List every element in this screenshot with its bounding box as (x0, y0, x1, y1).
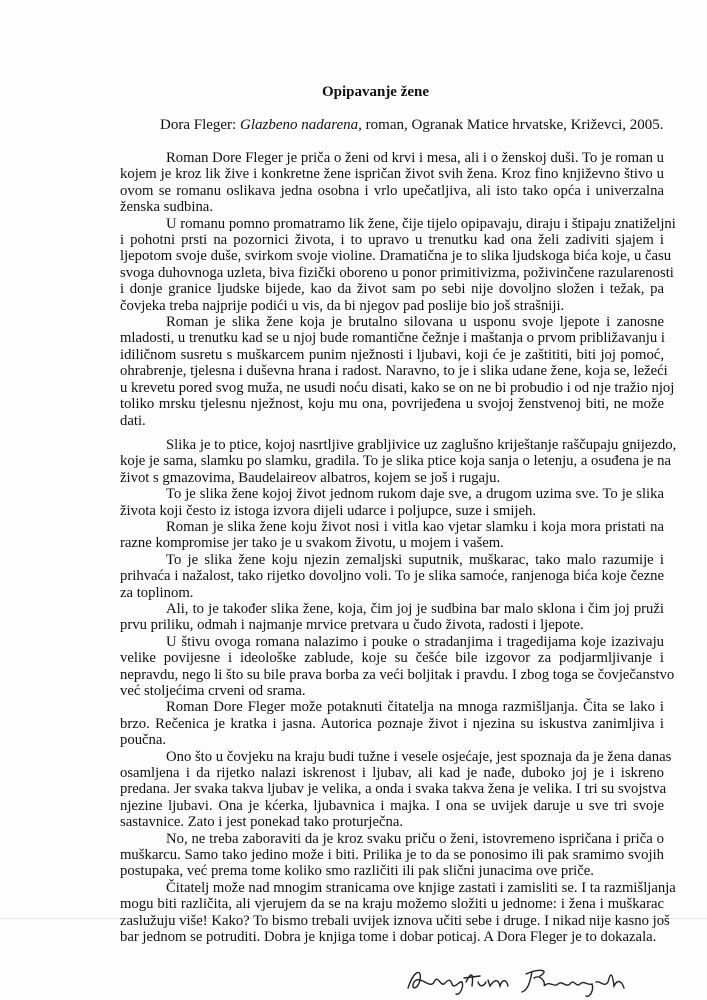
document-title: Opipavanje žene (321, 84, 430, 100)
text-line: dati. (120, 412, 146, 429)
text-line: čovjeka treba najprije podići u vis, da bi njegov pad poslije bio još strašniji. (120, 297, 565, 314)
text-line: prvu priliku, odmah i najmanje mrvice pretvara u čudo života, radosti i ljepote. (120, 617, 584, 634)
text-line: No, ne treba zaboraviti da je kroz svaku priču o ženi, istovremeno ispričana i priča o (166, 830, 664, 847)
text-line: Roman Dore Fleger može potaknuti čitatelja na mnoga razmišljanja. Čita se lako i (166, 699, 664, 716)
text-line: postupaka, već prema tome koliko smo različiti ili pak slični junacima ove priče. (120, 863, 594, 880)
text-line: života koji često iz istoga izvora dijeli udarce i poljupce, suze i smijeh. (120, 502, 537, 519)
text-line: život s gmazovima, Baudelaireov albatros, kojem se još i rugaju. (120, 469, 501, 486)
text-line: brzo. Rečenica je kratka i jasna. Autorica poznaje život i njezina su iskustva zanimljiva i (120, 715, 664, 732)
text-line: muškarcu. Samo tako jedino može i biti. Prilika je to da se ponosimo ili pak sramimo svojih (120, 847, 664, 864)
text-line: i pohotni prsti na pozornici života, i to upravo u trenutku kad ona želi zadiviti sjajem i (120, 232, 664, 249)
text-line: Ono što u čovjeku na kraju budi tužne i vesele osjećaje, jest spoznaja da je žena danas (166, 748, 672, 765)
text-line: svoga duhovnoga uzleta, biva fizički oboreno u ponor primitivizma, poživinčene razularenosti (120, 264, 674, 281)
text-line: mladosti, u trenutku kad se u njoj bude romantične čežnje i maštanja o prvom približavanju i (120, 330, 665, 347)
text-line: U štivu ovoga romana nalazimo i pouke o stradanjima i tragedijama koje izazivaju (166, 633, 664, 650)
text-line: Slika je to ptice, kojoj nasrtljive grabljivice uz zaglušno kriještanje raščupaju gnijezdo, (166, 436, 677, 453)
paragraph (120, 552, 664, 601)
text-line: Čitatelj može nad mnogim stranicama ove knjige zastati i zamisliti se. I ta razmišljanja (166, 879, 676, 896)
text-line: kojem je kroz lik žive i konkretne žene ispričan život svih žena. Kroz fino književno štivo u (120, 166, 664, 183)
text-line: osamljena i da rijetko nalazi iskrenost i ljubav, ali kad je nađe, duboko joj je i iskreno (120, 765, 664, 782)
paragraph (120, 519, 664, 552)
text-line: idiličnom susretu s muškarcem punim nježnosti i ljubavi, koji će je zaštititi, biti joj pomoć, (120, 346, 664, 363)
citation-details: roman, Ogranak Matice hrvatske, Križevci, 2005. (361, 117, 664, 133)
paragraph (120, 486, 664, 519)
text-line: Roman je slika žene koju život nosi i vitla kao vjetar slamku i koja mora pristati na (166, 518, 664, 535)
paragraph (120, 150, 664, 216)
citation-book-title: Glazbeno nadarena, (239, 117, 362, 133)
citation-author: Dora Fleger: (160, 117, 240, 133)
text-line: zaslužuju više! Kako? To bismo trebali uvijek iznova učiti sebe i druge. I nikad nije kasno još (120, 912, 670, 929)
text-line: njezine ljubavi. Ona je kćerka, ljubavnica i majka. I ona se uvijek daruje u sve tri svoje (120, 797, 664, 814)
paragraph (120, 831, 664, 880)
text-line: nepravdu, nego li što su bile prava borba za veći boljitak i pravdu. I zbog toga se čovječanstvo (120, 666, 675, 683)
text-line: razne kompromise jer tako je u svakom životu, u mojem i vašem. (120, 535, 504, 552)
handwritten-signature (400, 960, 640, 1000)
text-line: To je slika žene koju njezin zemaljski suputnik, muškarac, tako malo razumije i (166, 551, 664, 568)
text-line: za toplinom. (120, 584, 194, 601)
text-line: bar jednom se potruditi. Dobra je knjiga tome i dobar poticaj. A Dora Fleger je to dokazala. (120, 929, 657, 946)
text-line: poučna. (120, 732, 167, 749)
text-line: velike povijesne i ideološke zablude, koje su češće bile izgovor za podjarmljivanje i (120, 650, 664, 667)
text-line: već stoljećima crveni od srama. (120, 683, 306, 699)
text-line: U romanu pomno promatramo lik žene, čije tijelo opipavaju, diraju i štipaju znatiželjni (166, 215, 676, 232)
text-line: Roman je slika žene koja je brutalno silovana u usponu svoje ljepote i zanosne (166, 314, 664, 331)
text-line: ženska sudbina. (120, 199, 213, 216)
text-line: Roman Dore Fleger je priča o ženi od krvi i mesa, ali i o ženskoj duši. To je roman u (166, 150, 664, 166)
text-line: u krevetu pored svog muža, ne usudi noću disati, kako se on ne bi probudio i od nje tražio njoj (120, 379, 675, 396)
paragraph (120, 748, 672, 831)
paragraph (120, 601, 664, 634)
paragraph (120, 215, 676, 314)
text-line: ljepotom svoje duše, svirkom svoje violine. Dramatična je to slika ljudskoga bića koje, u času (120, 248, 672, 265)
review-body (120, 150, 677, 946)
text-line: toliko mrsku tjelesnu nježnost, koju mu ona, povrijeđena u svojoj ženstvenoj biti, ne može (120, 396, 664, 413)
text-line: ohrabrenje, tjelesna i duševna hrana i radost. Naravno, to je i slika udane žene, koja se, ležeći (120, 363, 668, 380)
book-citation (160, 117, 663, 134)
text-line: prihvaća i nažalost, tako rijetko dovoljno voli. To je slika samoće, ranjenoga bića koje čezne (120, 568, 664, 585)
text-line: predana. Jer svaka takva ljubav je velika, a onda i svaka takva žena je velika. I tri su svojstva (120, 781, 667, 798)
text-line: i donje granice ljudske bijede, kao da život sam po sebi nije dovoljno složen i težak, pa (120, 281, 664, 298)
text-line: koje je sama, slamku po slamku, gradila. To je slika ptice koja sanja o letenju, a osuđena je na (120, 453, 671, 470)
text-line: mogu biti različita, ali vjerujem da se na kraju možemo složiti u jednome: i žena i muškarac (120, 896, 664, 913)
text-line: ovom se romanu oslikava jedna osobna i vrlo upečatljiva, ali isto tako opća i univerzalna (120, 182, 664, 199)
text-line: To je slika žene kojoj život jednom rukom daje sve, a drugom uzima sve. To je slika (166, 486, 664, 503)
text-line: Ali, to je također slika žene, koja, čim joj je sudbina bar malo sklona i čim joj pruži (166, 600, 664, 617)
paragraph (120, 314, 675, 429)
text-line: sastavnice. Zato i jest ponekad tako proturječna. (120, 814, 404, 831)
paragraph (120, 633, 675, 700)
paragraph (120, 699, 664, 748)
paragraph (120, 879, 676, 946)
paragraph (120, 436, 677, 486)
